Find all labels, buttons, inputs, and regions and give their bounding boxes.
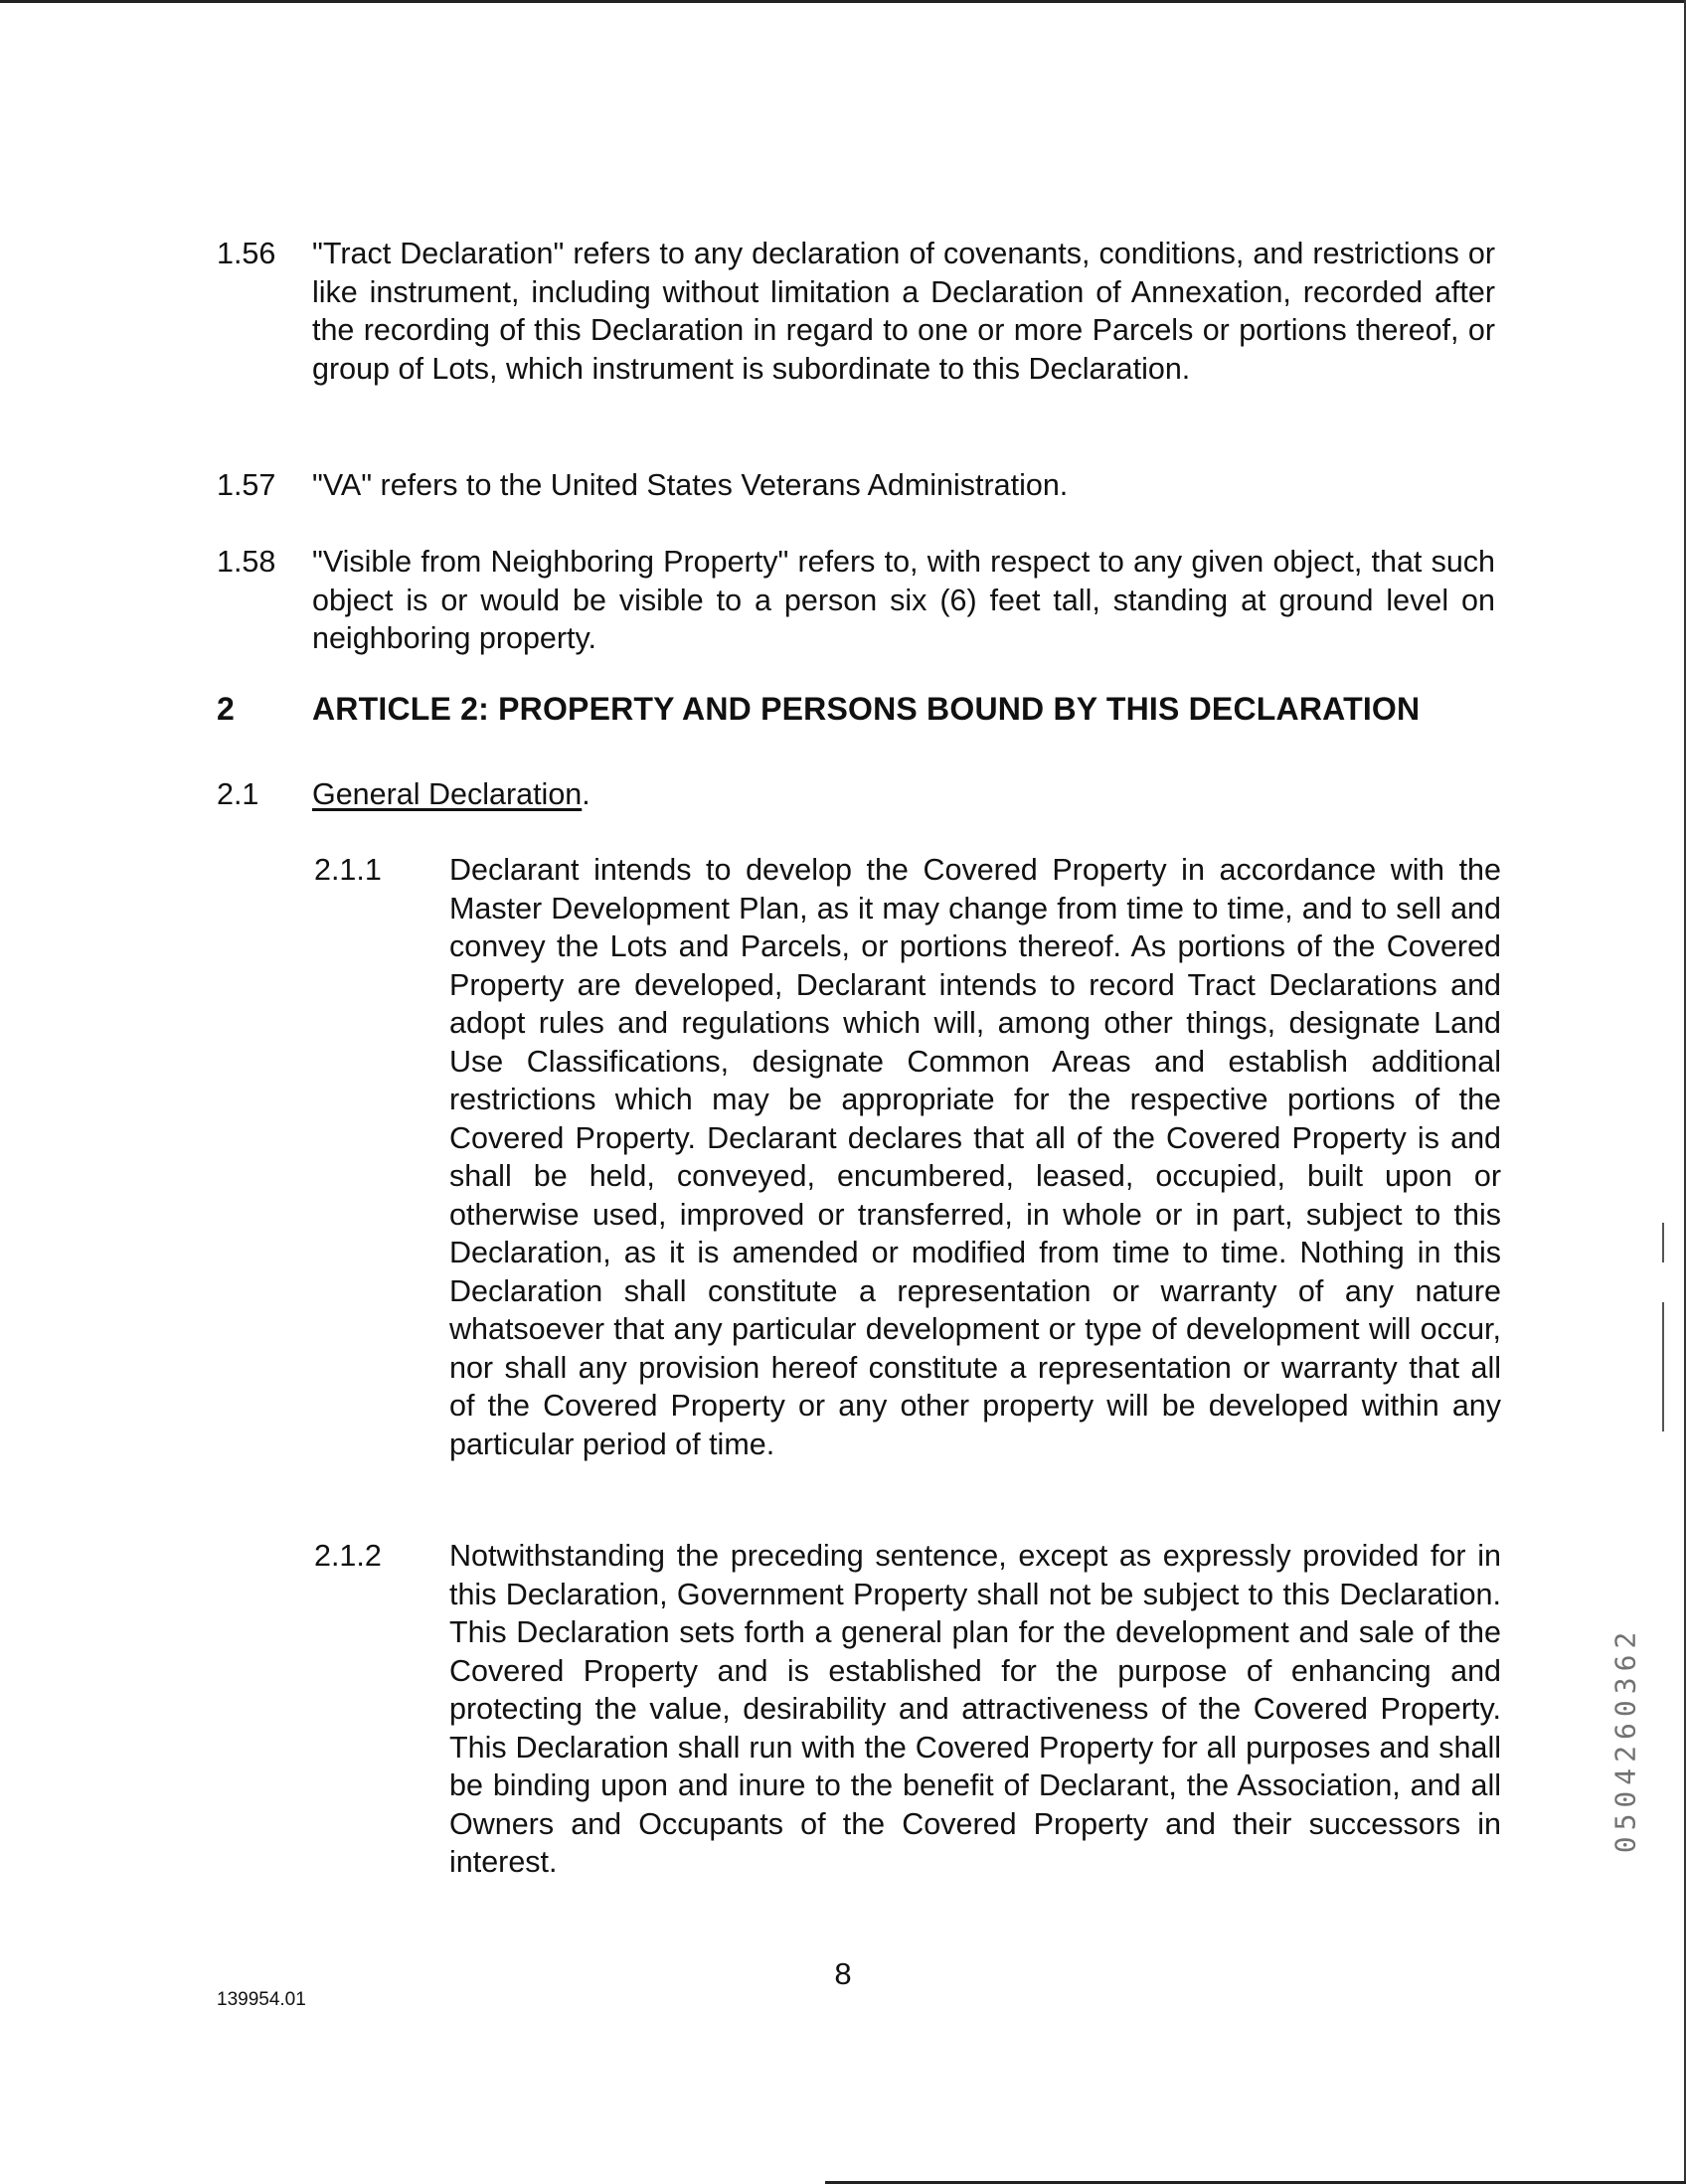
definition-text: "Tract Declaration" refers to any declaration of covenants, conditions, and restrictions or like instrument, including without limitation a Declaration of Annexation, recorded after the recording of this Declaration in regard to one or more Parcels or portions thereof, or group of Lots, which instrument is subordinate to this Declaration. — [312, 237, 1495, 386]
definition-text: "Visible from Neighboring Property" refers to, with respect to any given object, that such object is or would be visible to a person six (6) feet tall, standing at ground level on neighboring property. — [312, 545, 1495, 655]
section-title-wrap — [312, 775, 590, 814]
recording-stamp-text: 0504260362 — [1608, 1625, 1642, 1854]
section-title: General Declaration — [312, 777, 583, 811]
definition-number: 1.57 — [217, 468, 276, 502]
subsection-number: 2.1.2 — [314, 1539, 382, 1573]
definition-number: 1.56 — [217, 237, 276, 270]
subsection-text: Notwithstanding the preceding sentence, except as expressly provided for in this Declaration, Government Property shall not be subject to this Declaration. This Declaration sets forth a general plan for the development and sale of the Covered Property and is established for the purpose of enhancing and protecting the value, desirability and attractiveness of the Covered Property. This Declaration shall run with the Covered Property for all purposes and shall be binding upon and inure to the benefit of Declarant, the Association, and all Owners and Occupants of the Covered Property and their successors in interest. — [449, 1539, 1501, 1879]
definition-number: 1.58 — [217, 545, 276, 579]
definition-text: "VA" refers to the United States Veterans Administration. — [312, 468, 1069, 502]
article-title: ARTICLE 2: PROPERTY AND PERSONS BOUND BY THIS DECLARATION — [312, 691, 1421, 727]
document-id: 139954.01 — [217, 1989, 306, 2010]
scan-edge-top — [0, 0, 1686, 3]
recording-stamp — [1605, 1561, 1645, 1919]
subsection-number: 2.1.1 — [314, 853, 382, 887]
margin-mark — [1662, 1223, 1664, 1262]
article-number: 2 — [217, 691, 235, 727]
subsection-text: Declarant intends to develop the Covered Property in accordance with the Master Development Plan, as it may change from time to time, and to sell and convey the Lots and Parcels, or portions thereof. As portions of the Covered Property are developed, Declarant intends to record Tract Declarations and adopt rules and regulations which will, among other things, designate Land Use Classifications, designate Common Areas and establish additional restrictions which may be appropriate for the respective portions of the Covered Property. Declarant declares that all of the Covered Property is and shall be held, conveyed, encumbered, leased, occupied, built upon or otherwise used, improved or transferred, in whole or in part, subject to this Declaration, as it is amended or modified from time to time. Nothing in this Declaration shall constitute a representation or warranty of any nature whatsoever that any particular development or type of development will occur, nor shall any provision hereof constitute a representation or warranty that all of the Covered Property or any other property will be developed within any particular period of time. — [449, 853, 1501, 1461]
margin-mark — [1662, 1302, 1664, 1431]
page-number: 8 — [834, 1956, 852, 1991]
section-title-suffix: . — [582, 777, 590, 811]
section-number: 2.1 — [217, 777, 259, 811]
